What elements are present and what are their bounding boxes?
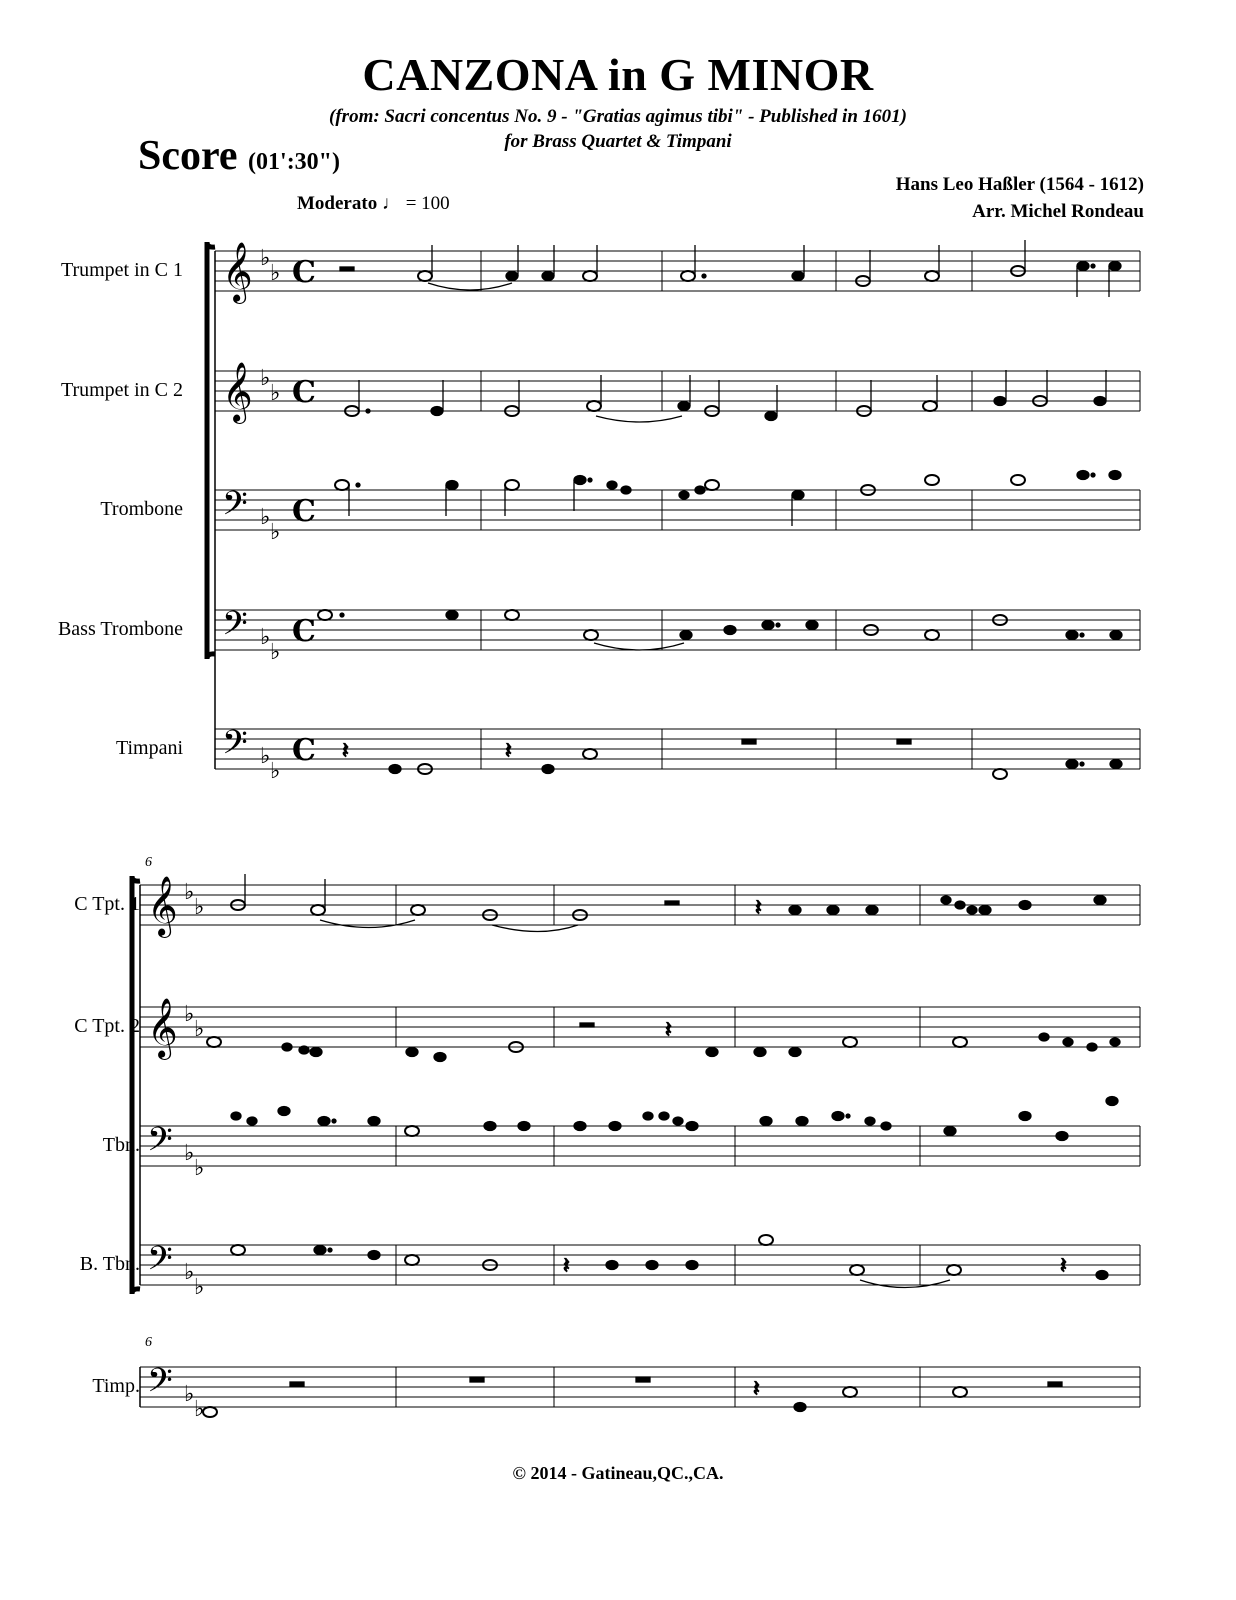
tempo-value: = 100: [405, 193, 450, 214]
arranger: Arr. Michel Rondeau: [972, 201, 1144, 222]
instrument-label: Timp.: [92, 1375, 140, 1397]
instrument-label: Tbn.: [102, 1134, 140, 1156]
instrument-label: Bass Trombone: [57, 618, 183, 640]
half-rest-icon: [340, 267, 354, 271]
score-word: Score: [138, 133, 238, 179]
instrument-label: Timpani: [115, 737, 183, 759]
flat-icon: ♭: [260, 505, 271, 530]
duration: (01':30"): [248, 149, 340, 175]
score-title: CANZONA in G MINOR: [362, 49, 874, 100]
treble-clef-icon: 𝄞: [147, 998, 178, 1058]
bass-clef-icon: 𝄢: [222, 605, 248, 651]
flat-icon: ♭: [184, 1260, 195, 1285]
staff-timp: [140, 1367, 1140, 1407]
instrument-label: Trumpet in C 2: [60, 379, 183, 401]
quarter-note-icon: ♩: [381, 193, 401, 214]
common-time-icon: C: [292, 614, 316, 649]
instrument-label: B. Tbn.: [79, 1253, 140, 1275]
half-rest-icon: [290, 1382, 304, 1386]
flat-icon: ♭: [260, 625, 271, 650]
quarter-rest-icon: 𝄽: [342, 739, 349, 764]
half-rest-icon: [665, 901, 679, 905]
flat-icon: ♭: [270, 261, 281, 286]
staff-timpani: [215, 729, 1140, 769]
quarter-rest-icon: 𝄽: [753, 1377, 760, 1402]
flat-icon: ♭: [270, 381, 281, 406]
flat-icon: ♭: [184, 880, 195, 905]
flat-icon: ♭: [194, 1017, 205, 1042]
flat-icon: ♭: [260, 744, 271, 769]
instrument-label: Trumpet in C 1: [60, 259, 183, 281]
instrument-label: C Tpt. 2: [74, 1015, 140, 1037]
system-2: [132, 876, 1140, 1407]
flat-icon: ♭: [270, 520, 281, 545]
quarter-rest-icon: 𝄽: [1060, 1254, 1067, 1279]
staff-b-tbn: [140, 1245, 1140, 1285]
treble-clef-icon: 𝄞: [222, 362, 253, 422]
staff-c-tpt-1: [140, 885, 1140, 925]
half-rest-icon: [1048, 1382, 1062, 1386]
common-time-icon: C: [292, 375, 316, 410]
quarter-rest-icon: 𝄽: [505, 739, 512, 764]
quarter-rest-icon: 𝄽: [755, 896, 762, 921]
instrument-label: C Tpt. 1: [74, 893, 140, 915]
tempo-text: Moderato: [297, 193, 378, 214]
score-subtitle: (from: Sacri concentus No. 9 - "Gratias agimus tibi" - Published in 1601): [329, 106, 907, 127]
copyright: © 2014 - Gatineau,QC.,CA.: [512, 1463, 724, 1483]
bass-clef-icon: 𝄢: [147, 1121, 173, 1167]
measure-number: 6: [145, 855, 152, 870]
composer: Hans Leo Haßler (1564 - 1612): [895, 174, 1144, 195]
whole-rest-icon: [742, 739, 756, 744]
system-1: [207, 242, 1140, 769]
flat-icon: ♭: [184, 1141, 195, 1166]
treble-clef-icon: 𝄞: [222, 242, 253, 302]
instrument-label: Trombone: [100, 498, 183, 520]
flat-icon: ♭: [260, 366, 271, 391]
common-time-icon: C: [292, 255, 316, 290]
measure-number: 6: [145, 1335, 152, 1350]
common-time-icon: C: [292, 494, 316, 529]
bass-clef-icon: 𝄢: [147, 1362, 173, 1408]
whole-rest-icon: [470, 1377, 484, 1382]
whole-rest-icon: [897, 739, 911, 744]
whole-rest-icon: [636, 1377, 650, 1382]
quarter-rest-icon: 𝄽: [665, 1018, 672, 1043]
flat-icon: ♭: [194, 1397, 205, 1422]
bass-clef-icon: 𝄢: [147, 1240, 173, 1286]
flat-icon: ♭: [270, 640, 281, 665]
flat-icon: ♭: [194, 1275, 205, 1300]
quarter-rest-icon: 𝄽: [563, 1254, 570, 1279]
staff-c-tpt-2: [140, 1007, 1140, 1047]
half-rest-icon: [580, 1023, 594, 1027]
bass-clef-icon: 𝄢: [222, 485, 248, 531]
flat-icon: ♭: [194, 1156, 205, 1181]
flat-icon: ♭: [184, 1382, 195, 1407]
treble-clef-icon: 𝄞: [147, 876, 178, 936]
bass-clef-icon: 𝄢: [222, 724, 248, 770]
staff-trombone: [215, 490, 1140, 530]
common-time-icon: C: [292, 733, 316, 768]
staff-tbn: [140, 1126, 1140, 1166]
flat-icon: ♭: [260, 246, 271, 271]
flat-icon: ♭: [194, 895, 205, 920]
instrumentation-line: for Brass Quartet & Timpani: [504, 131, 732, 152]
flat-icon: ♭: [270, 759, 281, 784]
flat-icon: ♭: [184, 1002, 195, 1027]
